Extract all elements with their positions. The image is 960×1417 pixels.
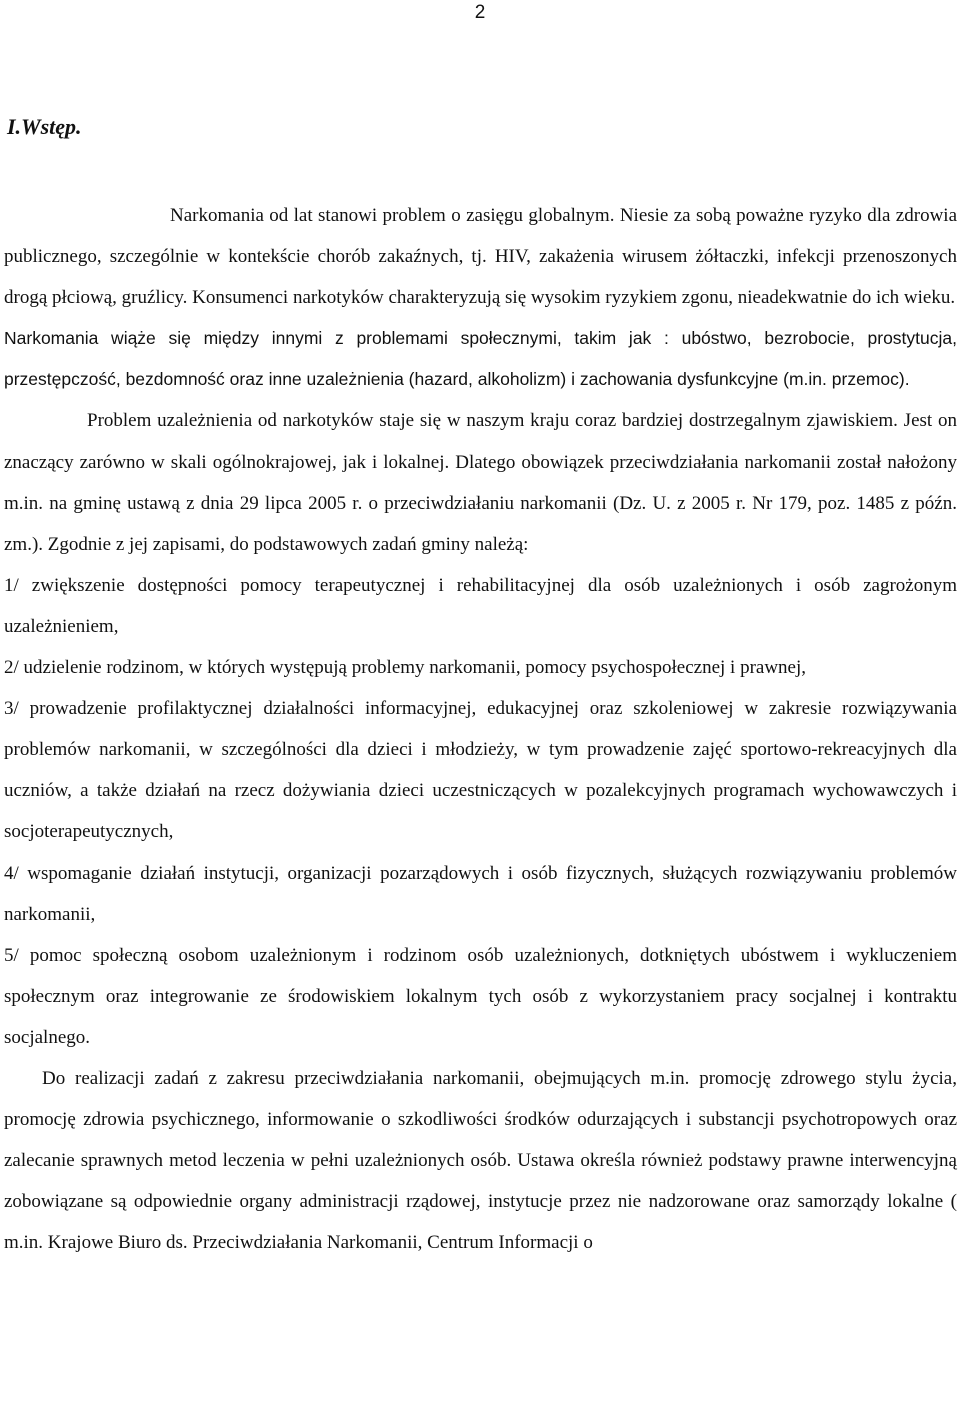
task-item-1: 1/ zwiększenie dostępności pomocy terapeutycznej i rehabilitacyjnej dla osób uzależnionych i osób zagrożonym uzależnieniem, [4, 574, 957, 637]
document-body [4, 195, 957, 1263]
paragraph-legal-basis: Problem uzależnienia od narkotyków staje się w naszym kraju coraz bardziej dostrzegalnym zjawiskiem. Jest on znaczący zarówno w skali ogólnokrajowej, jak i lokalnej. Dlatego obowiązek przeciwdziałania narkomanii został nałożony m.in. na gminę ustawą z dnia 29 lipca 2005 r. o przeciwdziałaniu narkomanii (Dz. U. z 2005 r. Nr 179, poz. 1485 z późn. zm.). Zgodnie z jej zapisami, do podstawowych zadań gminy należą: [4, 410, 957, 555]
task-item-2: 2/ udzielenie rodzinom, w których występują problemy narkomanii, pomocy psychospołecznej i prawnej, [4, 657, 807, 679]
paragraph-intro: Narkomania od lat stanowi problem o zasięgu globalnym. Niesie za sobą poważne ryzyko dla zdrowia publicznego, szczególnie w kontekście chorób zakaźnych, tj. HIV, zakażenia wirusem żółtaczki, infekcji przenoszonych drogą płciową, gruźlicy. Konsumenci narkotyków charakteryzują się wysokim ryzykiem zgonu, nieadekwatnie do ich wieku. [4, 205, 957, 309]
task-item-3: 3/ prowadzenie profilaktycznej działalności informacyjnej, edukacyjnej oraz szkoleniowej w zakresie rozwiązywania problemów narkomanii, w szczególności dla dzieci i młodzieży, w tym prowadzenie zajęć sportowo-rekreacyjnych dla uczniów, a także działań na rzecz dożywiania dzieci uczestniczących w pozalekcyjnych programach wychowawczych i socjoterapeutycznych, [4, 698, 957, 843]
section-heading: I.Wstęp. [7, 114, 82, 139]
task-item-4: 4/ wspomaganie działań instytucji, organizacji pozarządowych i osób fizycznych, służących rozwiązywaniu problemów narkomanii, [4, 862, 957, 925]
page-number: 2 [474, 2, 486, 23]
paragraph-social-problems: Narkomania wiąże się między innymi z problemami społecznymi, takim jak : ubóstwo, bezrobocie, prostytucja, przestępczość, bezdomność oraz inne uzależnienia (hazard, alkoholizm) i zachowania dysfunkcyjne (m.in. przemoc). [4, 328, 957, 390]
task-item-5: 5/ pomoc społeczną osobom uzależnionym i rodzinom osób uzależnionych, dotkniętych ubóstwem i wykluczeniem społecznym oraz integrowanie ze środowiskiem lokalnym tych osób z wykorzystaniem pracy socjalnej i kontraktu socjalnego. [4, 944, 957, 1048]
paragraph-implementation: Do realizacji zadań z zakresu przeciwdziałania narkomanii, obejmujących m.in. promocję zdrowego stylu życia, promocję zdrowia psychicznego, informowanie o szkodliwości środków odurzających i substancji psychotropowych oraz zalecanie sprawnych metod leczenia w pełni uzależnionych osób. Ustawa określa również podstawy prawne interwencyjną zobowiązane są odpowiednie organy administracji rządowej, instytucje przez nie nadzorowane oraz samorządy lokalne ( m.in. Krajowe Biuro ds. Przeciwdziałania Narkomanii, Centrum Informacji o [4, 1067, 957, 1254]
